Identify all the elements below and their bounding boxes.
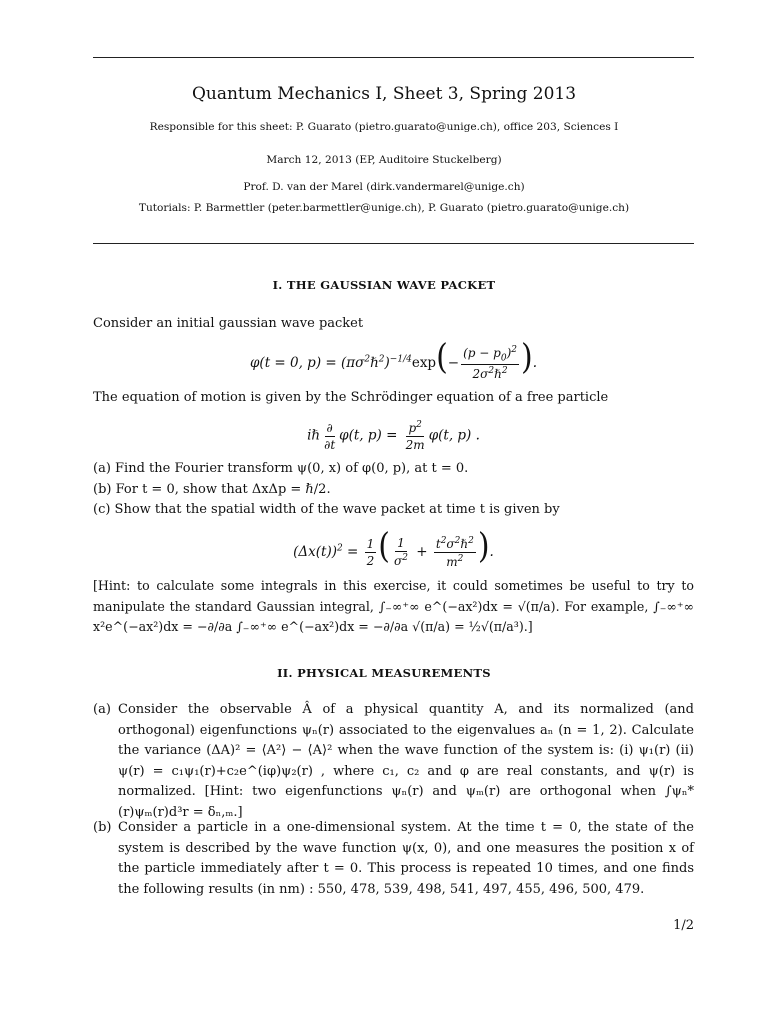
section-heading-1: I. THE GAUSSIAN WAVE PACKET (272, 278, 496, 292)
top-rule (93, 57, 694, 58)
question-a-text: Consider the observable Â of a physical quantity A, and its normalized (and orthogonal) eigenfunctions ψₙ(r) associated to the eigenvalues aₙ (n = 1, 2). Calculate the variance (ΔA)² = ⟨A²⟩ − ⟨A⟩² when the wave function of the system is: (i) ψ₁(r) (ii) ψ(r) = c₁ψ₁(r)+c₂e^(iφ)ψ₂(r) , where c₁, c₂ and φ are real constants, and ψ(r) is normalized. [Hint: two eigenfunctions ψₙ(r) and ψₘ(r) are orthogonal when ∫ψₙ*(r)ψₘ(r)d³r = δₙ,ₘ.] (118, 702, 694, 820)
question-b-label: (b) (93, 820, 112, 835)
part-c: (c) Show that the spatial width of the wave packet at time t is given by (93, 502, 560, 517)
equation-1: φ(t = 0, $p) = (\pi\sigma^2\hbar^2)^{-1/4}\exp(-$ $\frac{(p - p_0)^2}{2\sigma^2\hbar^2}$ ). (249, 336, 538, 382)
part-a: (a) Find the Fourier transform ψ(0, x) of φ(0, p), at t = 0. (93, 461, 469, 476)
page-number: 1/2 (673, 918, 694, 933)
question-b (93, 818, 694, 900)
question-b-text: Consider a particle in a one-dimensional system. At the time t = 0, the state of the system is described by the wave function ψ(x, 0), and one measures the position x of the particle immediately after t = 0. This process is repeated 10 times, and one finds the following results (in nm) : 550, 478, 539, 498, 541, 497, 455, 496, 500, 479. (118, 820, 694, 897)
hint-text: [Hint: to calculate some integrals in this exercise, it could sometimes be useful to try to manipulate the standard Gaussian integral, ∫₋∞⁺∞ e^(−ax²)dx = √(π/a). For example, ∫₋∞⁺∞ x²e^(−ax²)dx = −∂/∂a ∫₋∞⁺∞ e^(−ax²)dx = −∂/∂a √(π/a) = ½√(π/a³).] (93, 578, 694, 634)
question-a (93, 700, 694, 823)
date-line: March 12, 2013 (EP, Auditoire Stuckelberg) (266, 154, 502, 166)
tutorials-line: Tutorials: P. Barmettler (peter.barmettler@unige.ch), P. Guarato (pietro.guarato@unige.ch) (138, 202, 630, 214)
professor-line: Prof. D. van der Marel (dirk.vandermarel@unige.ch) (243, 181, 525, 193)
header-bottom-rule (93, 243, 694, 244)
equation-2: iℏ $\frac{\partial}{\partial t}$ φ(t, p) = $\frac{p^2}{2m}$ φ(t, p) . (307, 420, 480, 452)
page-title: Quantum Mechanics I, Sheet 3, Spring 2013 (191, 84, 577, 104)
question-a-label: (a) (93, 702, 111, 717)
equation-3: $(\Delta x(t))^2$ = $\frac{1}{2}$ ( $\frac{1}{\sigma^2}$ + $\frac{t^2\sigma^2\hbar^2}{m^2}$ ). (293, 525, 494, 569)
section-heading-2: II. PHYSICAL MEASUREMENTS (277, 666, 491, 680)
intro-text: Consider an initial gaussian wave packet (93, 316, 364, 331)
part-b: (b) For t = 0, show that ΔxΔp = ℏ/2. (93, 482, 331, 497)
motion-text: The equation of motion is given by the Schrödinger equation of a free particle (93, 390, 609, 405)
responsible-line: Responsible for this sheet: P. Guarato (pietro.guarato@unige.ch), office 203, Sciences I (149, 121, 619, 133)
